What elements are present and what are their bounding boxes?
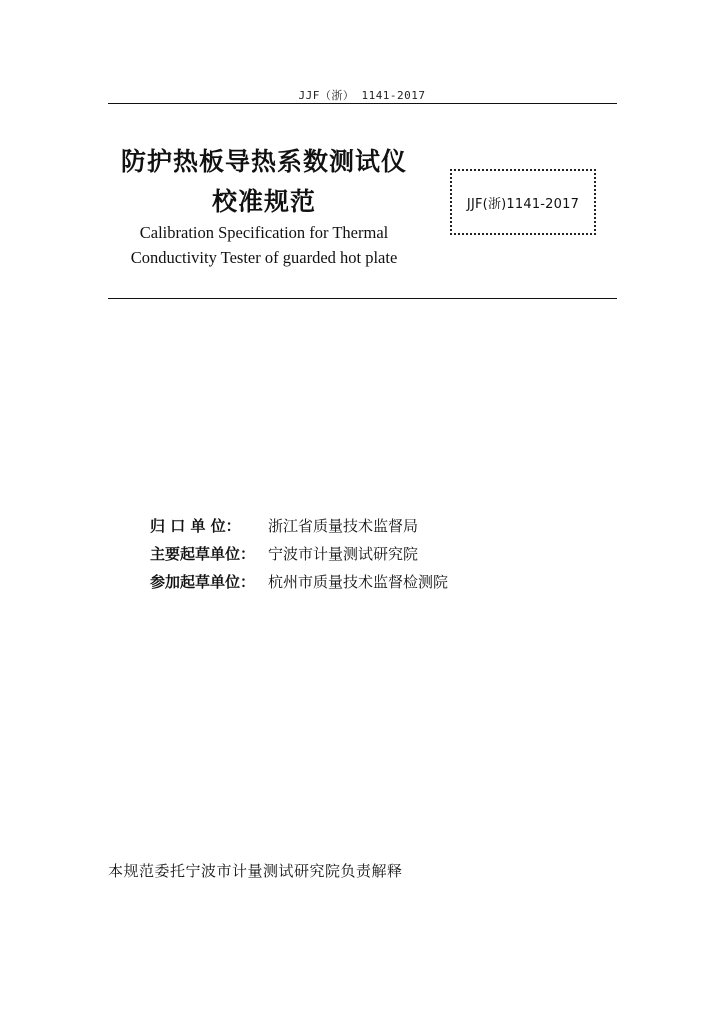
title-chinese-line-1: 防护热板导热系数测试仪 — [120, 147, 407, 176]
unit-row-responsible — [150, 512, 448, 540]
unit-value: 宁波市计量测试研究院 — [268, 545, 419, 563]
title-divider — [108, 298, 617, 299]
standard-code-box — [450, 169, 596, 235]
unit-value: 浙江省质量技术监督局 — [268, 517, 419, 535]
unit-row-main-drafter — [150, 540, 448, 568]
unit-label — [150, 568, 268, 596]
drafting-units — [150, 512, 448, 596]
unit-value: 杭州市质量技术监督检测院 — [268, 573, 449, 591]
interpretation-note: 本规范委托宁波市计量测试研究院负责解释 — [108, 862, 403, 880]
unit-row-participating-drafter — [150, 568, 448, 596]
title-english-line-2: Conductivity Tester of guarded hot plate — [130, 248, 398, 267]
header-standard-code: JJF（浙） 1141-2017 — [298, 89, 426, 102]
title-chinese-line-2: 校准规范 — [211, 187, 316, 216]
title-english-line-1: Calibration Specification for Thermal — [139, 223, 389, 242]
standard-code-text: JJF(浙)1141-2017 — [466, 196, 580, 212]
unit-label — [150, 540, 268, 568]
title-english — [112, 220, 416, 270]
unit-label-text: 归 口 单 位： — [150, 517, 241, 535]
unit-label — [150, 512, 268, 540]
unit-label-text: 主要起草单位： — [150, 545, 256, 563]
header-divider — [108, 103, 617, 104]
unit-label-text: 参加起草单位： — [150, 573, 256, 591]
